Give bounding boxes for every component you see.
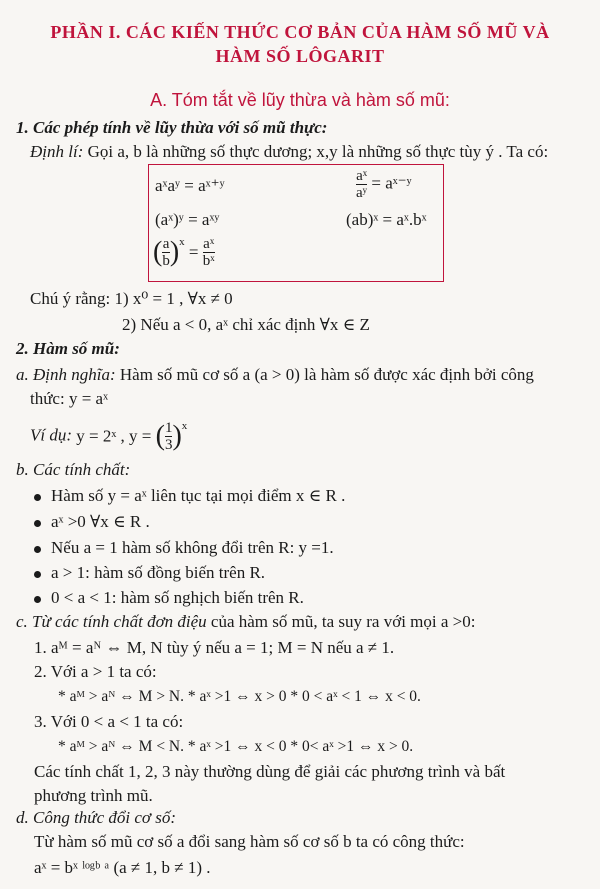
quotient-denominator: aʸ bbox=[356, 185, 368, 201]
formula-quotient bbox=[356, 168, 412, 201]
rule-1: 1. aᴹ = aᴺ ⇔ M, N tùy ý nếu a = 1; M = N nếu a ≠ 1. bbox=[34, 638, 395, 657]
example-exp: x bbox=[181, 420, 188, 432]
formula-product: aˣaʸ = aˣ⁺ʸ bbox=[155, 176, 225, 195]
bullet-icon bbox=[34, 571, 41, 578]
example-text: y = 2ˣ , y = bbox=[76, 426, 152, 446]
rule-note-1: Các tính chất 1, 2, 3 này thường dùng để giải các phương trình và bất bbox=[34, 762, 506, 781]
rule-2: 2. Với a > 1 ta có: bbox=[34, 662, 157, 681]
frac-b: b bbox=[162, 253, 170, 269]
frac-ax: aˣ bbox=[203, 236, 215, 252]
rule-note-2: phương trình mũ. bbox=[34, 786, 153, 805]
definition-line bbox=[16, 365, 534, 385]
example-num: 1 bbox=[164, 420, 173, 436]
frac-a: a bbox=[162, 236, 170, 252]
note-1: Chú ý rằng: 1) x⁰ = 1 , ∀x ≠ 0 bbox=[30, 289, 233, 308]
bullet-icon bbox=[34, 596, 41, 603]
rule-2-formulas: * aᴹ > aᴺ ⇔ M > N. * aˣ >1 ⇔ x > 0 * 0 < aˣ < 1 ⇔ x < 0. bbox=[58, 688, 421, 705]
definition-label: a. Định nghĩa: bbox=[16, 365, 116, 384]
formula-fraction-power: ( $\frac{a}{b}$ )$^x$ = $\frac{\text{aˣ}}{\text{bˣ}}$ bbox=[153, 236, 215, 269]
formula-product-base: (ab)ˣ = aˣ.bˣ bbox=[346, 210, 427, 229]
theorem-line bbox=[30, 142, 548, 162]
section-heading: A. Tóm tắt về lũy thừa và hàm số mũ: bbox=[150, 90, 450, 110]
part2-heading: 2. Hàm số mũ: bbox=[16, 339, 120, 358]
frac-exp: x bbox=[179, 236, 185, 248]
property-item: Nếu a = 1 hàm số không đổi trên R: y =1. bbox=[34, 538, 334, 558]
formula-power: (aˣ)ʸ = aˣʸ bbox=[155, 210, 220, 229]
example-den: 3 bbox=[164, 437, 173, 453]
part1-heading: 1. Các phép tính về lũy thừa với số mũ thực: bbox=[16, 118, 328, 137]
quotient-rhs: = aˣ⁻ʸ bbox=[371, 173, 412, 193]
property-item: a > 1: hàm số đồng biến trên R. bbox=[34, 563, 265, 583]
property-item: 0 < a < 1: hàm số nghịch biến trên R. bbox=[34, 588, 304, 608]
frac-bx: bˣ bbox=[202, 253, 215, 269]
theorem-text: Gọi a, b là những số thực dương; x,y là những số thực tùy ý . Ta có: bbox=[87, 142, 549, 161]
property-item: Hàm số y = aˣ liên tục tại mọi điểm x ∈ R . bbox=[34, 486, 345, 506]
property-item: aˣ >0 ∀x ∈ R . bbox=[34, 512, 150, 532]
page-title-line-1: PHẦN I. CÁC KIẾN THỨC CƠ BẢN CỦA HÀM SỐ MŨ VÀ bbox=[50, 22, 550, 42]
monotonic-heading: c. Từ các tính chất đơn điệu bbox=[16, 612, 207, 631]
properties-heading: b. Các tính chất: bbox=[16, 460, 131, 479]
page-title-line-2: HÀM SỐ LÔGARIT bbox=[215, 46, 385, 66]
monotonic-line bbox=[16, 612, 475, 632]
rule-3-formulas: * aᴹ > aᴺ ⇔ M < N. * aˣ >1 ⇔ x < 0 * 0< aˣ >1 ⇔ x > 0. bbox=[58, 738, 414, 755]
base-change-text: Từ hàm số mũ cơ số a đổi sang hàm số cơ số b ta có công thức: bbox=[34, 832, 465, 851]
note-2: 2) Nếu a < 0, aˣ chỉ xác định ∀x ∈ Z bbox=[122, 315, 370, 334]
definition-formula: thức: y = aˣ bbox=[30, 389, 109, 408]
example-label: Ví dụ: bbox=[30, 425, 73, 445]
definition-text: Hàm số mũ cơ số a (a > 0) là hàm số được xác định bởi công bbox=[119, 365, 534, 384]
base-change-heading: d. Công thức đổi cơ số: bbox=[16, 808, 176, 827]
quotient-numerator: aˣ bbox=[356, 168, 368, 184]
base-change-formula: aˣ = bˣ ˡᵒᵍᵇ ᵃ (a ≠ 1, b ≠ 1) . bbox=[34, 858, 211, 877]
bullet-icon bbox=[34, 520, 41, 527]
rule-3: 3. Với 0 < a < 1 ta có: bbox=[34, 712, 184, 731]
monotonic-text: của hàm số mũ, ta suy ra với mọi a >0: bbox=[206, 612, 476, 631]
bullet-icon bbox=[34, 494, 41, 501]
theorem-label: Định lí: bbox=[30, 142, 84, 161]
example-line: Ví dụ: y = 2ˣ , y = ( $\frac{1}{3}$ )$^x$ bbox=[30, 420, 188, 453]
bullet-icon bbox=[34, 546, 41, 553]
